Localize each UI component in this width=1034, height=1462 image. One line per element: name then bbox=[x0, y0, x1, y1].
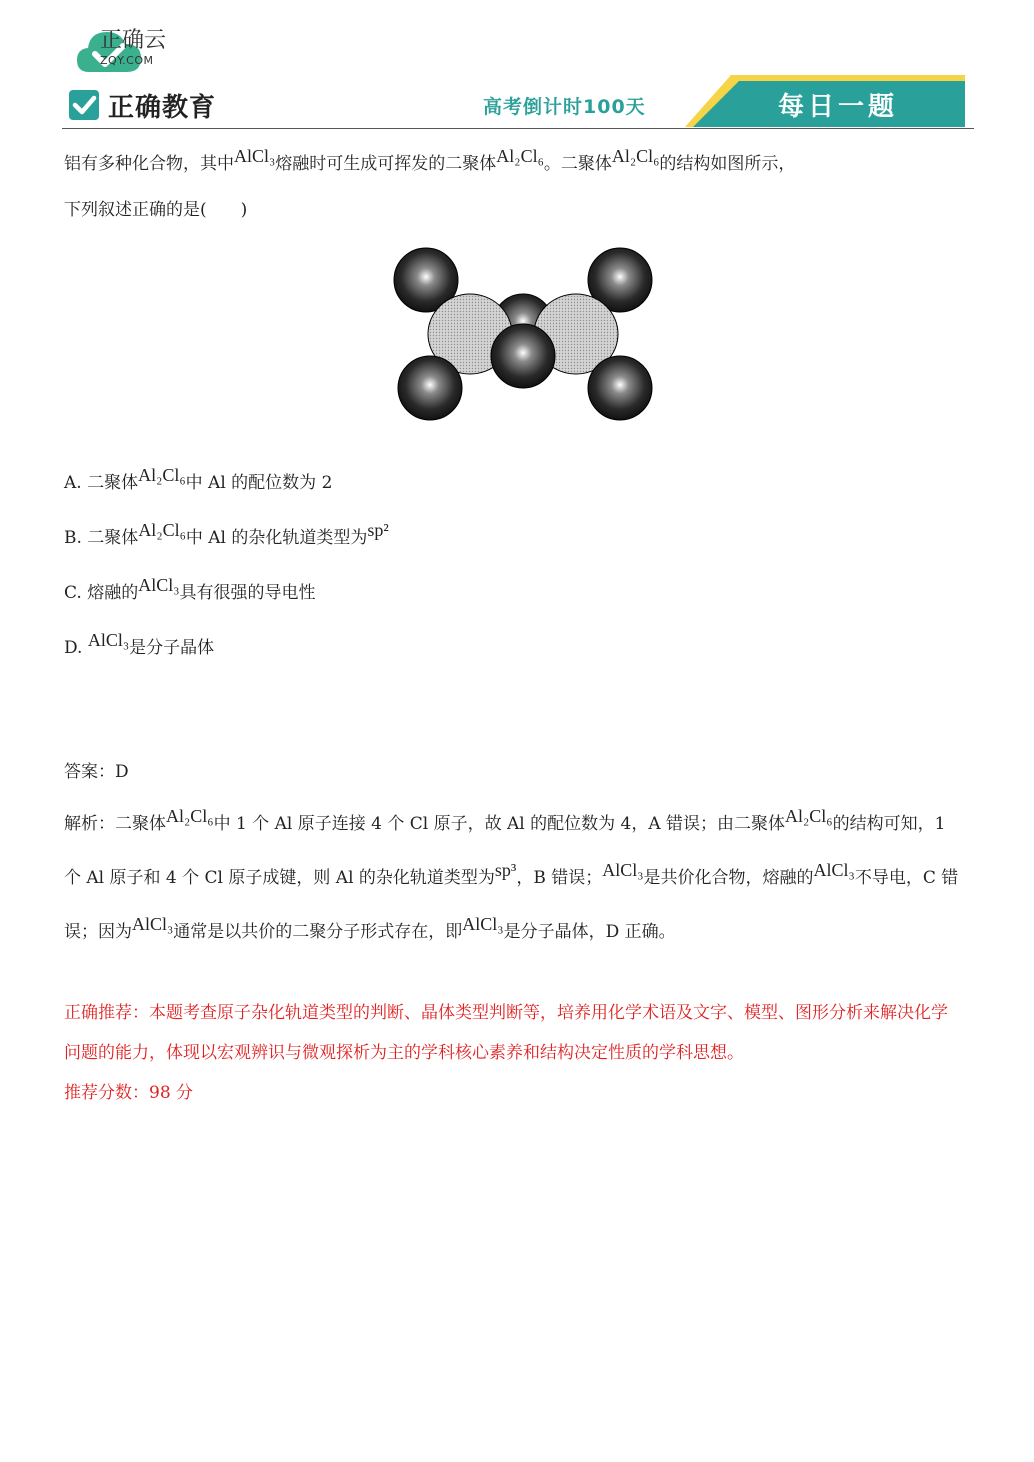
formula-sp3: sp³ bbox=[494, 860, 517, 880]
formula-sp2: sp² bbox=[367, 520, 389, 540]
analysis bbox=[64, 797, 964, 959]
formula-alcl3: AlCl₃ bbox=[602, 860, 644, 880]
formula-al2cl6: Al₂Cl₆ bbox=[138, 465, 186, 485]
check-box-icon bbox=[68, 89, 100, 121]
stem-text-4: 的结构如图所示， bbox=[659, 154, 796, 174]
option-a bbox=[64, 465, 964, 496]
option-b-text: 中 Al 的杂化轨道类型为 bbox=[185, 528, 368, 548]
option-c bbox=[64, 575, 964, 606]
analysis-text-3: 的结构可知，1 个 Al 原子和 4 个 Cl 原子成键，则 Al 的杂化轨道类型为 bbox=[64, 814, 946, 888]
formula-al2cl6: Al₂Cl₆ bbox=[138, 520, 186, 540]
analysis-text-4: ，B 错误； bbox=[516, 868, 603, 888]
brand-row bbox=[68, 86, 216, 124]
header-divider bbox=[62, 128, 974, 129]
formula-al2cl6: Al₂Cl₆ bbox=[785, 806, 833, 826]
cl-atom-bottom-left bbox=[398, 356, 462, 420]
analysis-text-2: 中 1 个 Al 原子连接 4 个 Cl 原子，故 Al 的配位数为 4，A 错误；由二聚体 bbox=[213, 814, 786, 834]
option-c-text: 具有很强的导电性 bbox=[179, 583, 316, 603]
formula-alcl3: AlCl₃ bbox=[87, 630, 130, 650]
countdown-text: 高考倒计时100天 bbox=[483, 96, 646, 118]
formula-alcl3: AlCl₃ bbox=[462, 914, 504, 934]
al2cl6-structure-figure bbox=[390, 244, 654, 424]
formula-al2cl6: Al₂Cl₆ bbox=[496, 146, 544, 166]
option-d-text: 是分子晶体 bbox=[129, 638, 215, 658]
option-a-text: 中 Al 的配位数为 2 bbox=[185, 473, 333, 493]
logo-text bbox=[100, 28, 166, 67]
option-b-prefix: B. 二聚体 bbox=[64, 528, 139, 548]
answer: 答案：D bbox=[64, 762, 129, 782]
analysis-text-1: 解析：二聚体 bbox=[64, 814, 166, 834]
formula-al2cl6: Al₂Cl₆ bbox=[611, 146, 660, 166]
recommend-text: 正确推荐：本题考查原子杂化轨道类型的判断、晶体类型判断等，培养用化学术语及文字、模型、图形分析来解决化学问题的能力，体现以宏观辨识与微观探析为主的学科核心素养和结构决定性质的学科思想。 bbox=[64, 1003, 948, 1063]
option-a-prefix: A. 二聚体 bbox=[64, 473, 139, 493]
question-stem bbox=[64, 140, 964, 233]
formula-al2cl6: Al₂Cl₆ bbox=[166, 806, 214, 826]
stem-text-5: 下列叙述正确的是( ) bbox=[64, 200, 248, 220]
option-c-prefix: C. 熔融的 bbox=[64, 583, 139, 603]
option-b bbox=[64, 520, 964, 551]
analysis-text-7: 通常是以共价的二聚分子形式存在，即 bbox=[173, 922, 463, 942]
formula-alcl3: AlCl₃ bbox=[132, 914, 174, 934]
logo-cn: 正确云 bbox=[100, 28, 167, 53]
option-d bbox=[64, 630, 964, 661]
formula-alcl3: AlCl₃ bbox=[234, 146, 276, 166]
cl-atom-bridge-front bbox=[491, 324, 555, 388]
formula-alcl3: AlCl₃ bbox=[813, 860, 855, 880]
analysis-text-6: 不导电，C 错误；因为 bbox=[64, 868, 959, 942]
analysis-text-8: 是分子晶体，D 正确。 bbox=[503, 922, 676, 942]
option-d-prefix: D. bbox=[64, 638, 88, 658]
stem-text-1: 铝有多种化合物，其中 bbox=[64, 154, 234, 174]
stem-text-3: 。二聚体 bbox=[543, 154, 612, 174]
logo-en: ZQY.COM bbox=[100, 54, 154, 67]
brand-title: 正确教育 bbox=[108, 92, 217, 123]
analysis-text-5: 是共价化合物，熔融的 bbox=[643, 868, 814, 888]
banner-text: 每日一题 bbox=[778, 92, 899, 122]
stem-text-2: 熔融时可生成可挥发的二聚体 bbox=[275, 154, 497, 174]
recommend-score: 推荐分数：98 分 bbox=[64, 1083, 194, 1103]
cl-atom-bottom-right bbox=[588, 356, 652, 420]
formula-alcl3: AlCl₃ bbox=[138, 575, 180, 595]
